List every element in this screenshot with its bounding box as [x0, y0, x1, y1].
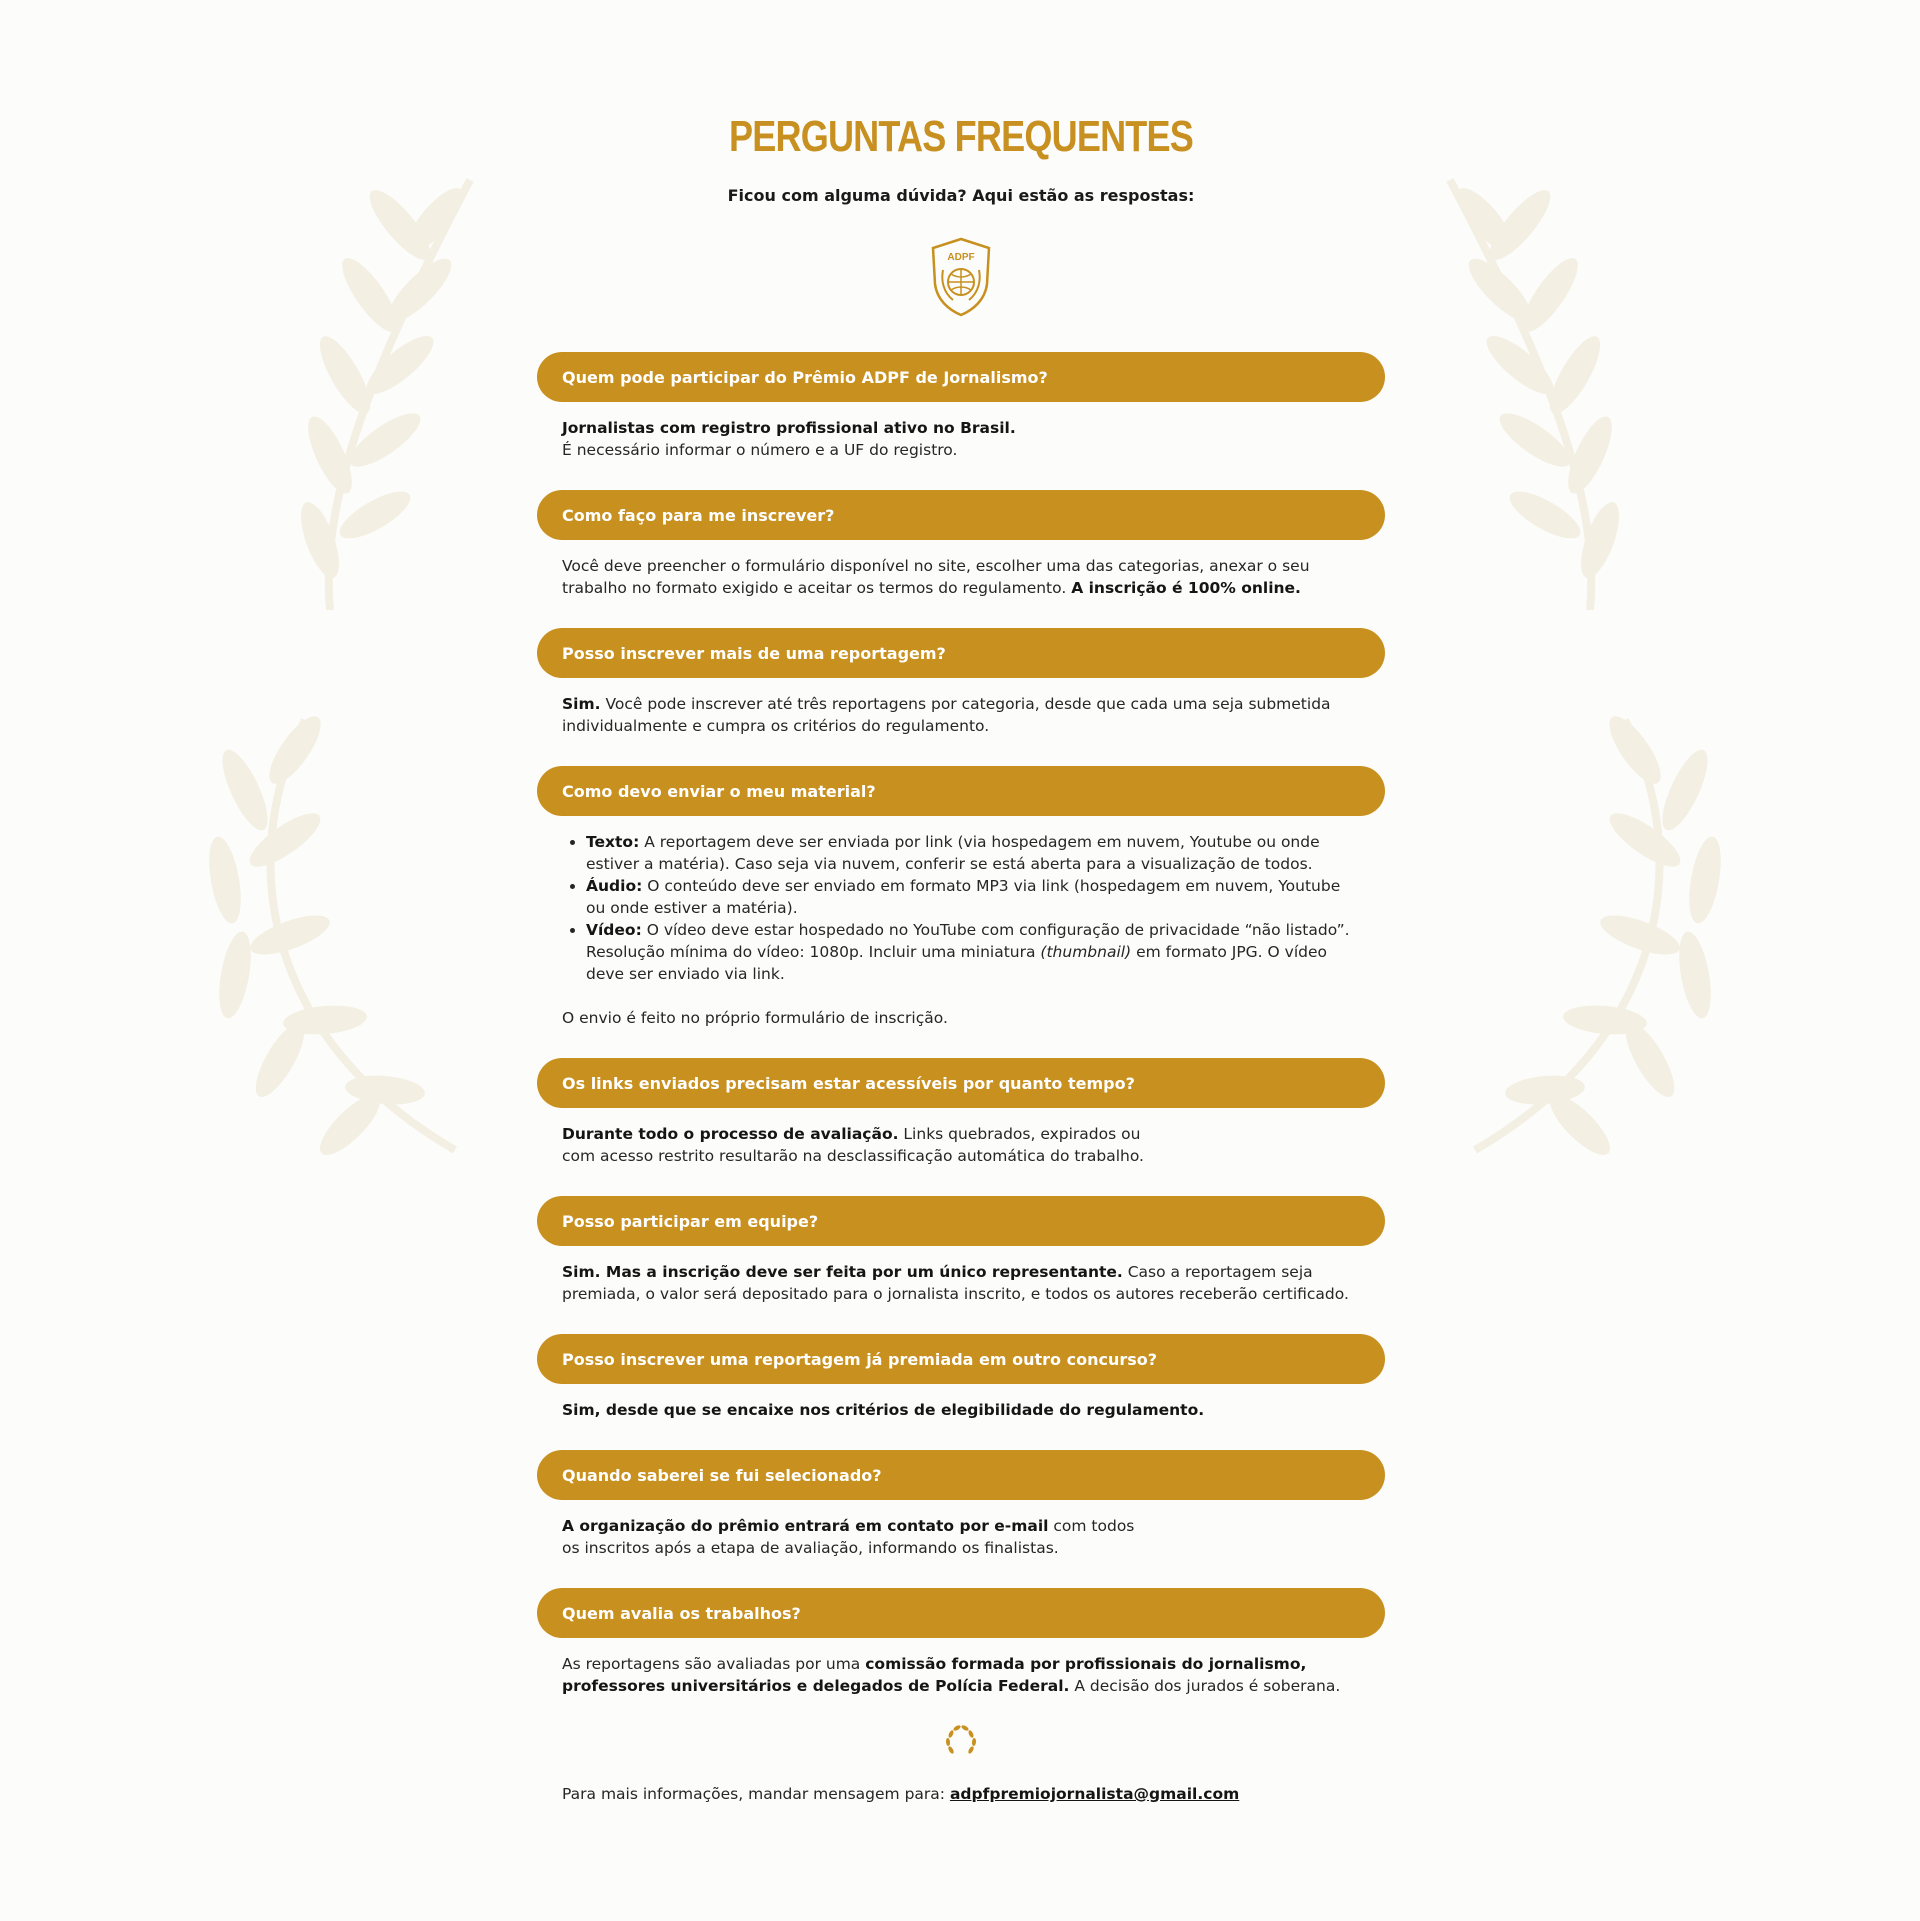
item-label: Texto:	[586, 833, 640, 851]
badge-text: ADPF	[947, 252, 975, 263]
list-item	[586, 919, 1362, 985]
item-text-2: em formato JPG. O vídeo deve ser enviado via link.	[586, 943, 1327, 983]
item-label: Áudio:	[586, 877, 643, 895]
answer-8-bold: A organização do prêmio entrará em contato por e-mail	[562, 1517, 1049, 1535]
faq-answer-2	[562, 555, 1362, 599]
answer-5-bold: Durante todo o processo de avaliação.	[562, 1125, 899, 1143]
material-list	[562, 831, 1362, 985]
answer-2-bold: A inscrição é 100% online.	[1071, 579, 1301, 597]
answer-6-text: Caso a reportagem seja premiada, o valor será depositado para o jornalista inscrito, e todos os autores receberão certificado.	[562, 1263, 1349, 1303]
faq-answer-6	[562, 1261, 1362, 1305]
laurel-right-bottom-decoration	[1455, 710, 1755, 1160]
faq-question-8[interactable]: Quando saberei se fui selecionado?	[537, 1450, 1385, 1500]
faq-question-7[interactable]: Posso inscrever uma reportagem já premiada em outro concurso?	[537, 1334, 1385, 1384]
list-item	[586, 831, 1362, 875]
faq-answer-9	[562, 1653, 1362, 1697]
answer-3-bold: Sim.	[562, 695, 601, 713]
faq-question-5[interactable]: Os links enviados precisam estar acessíveis por quanto tempo?	[537, 1058, 1385, 1108]
answer-6-bold: Sim. Mas a inscrição deve ser feita por um único representante.	[562, 1263, 1123, 1281]
answer-5-text-2: com acesso restrito resultarão na desclassificação automática do trabalho.	[562, 1147, 1144, 1165]
answer-4-note: O envio é feito no próprio formulário de inscrição.	[562, 1009, 948, 1027]
item-text: O vídeo deve estar hospedado no YouTube com configuração de privacidade “não listado”. Resolução mínima do vídeo: 1080p. Incluir uma miniatura	[586, 921, 1350, 961]
answer-7-bold: Sim, desde que se encaixe nos critérios de elegibilidade do regulamento.	[562, 1401, 1205, 1419]
faq-answer-1	[562, 417, 1362, 461]
faq-answer-5	[562, 1123, 1362, 1167]
item-italic: (thumbnail)	[1040, 943, 1132, 961]
answer-8-text-2: os inscritos após a etapa de avaliação, informando os finalistas.	[562, 1539, 1059, 1557]
answer-8-text: com todos	[1053, 1517, 1135, 1535]
laurel-left-bottom-decoration	[175, 710, 475, 1160]
footer-text: Para mais informações, mandar mensagem para:	[562, 1785, 946, 1803]
item-text: O conteúdo deve ser enviado em formato MP3 via link (hospedagem em nuvem, Youtube ou onde estiver a matéria).	[586, 877, 1341, 917]
faq-question-4[interactable]: Como devo enviar o meu material?	[537, 766, 1385, 816]
answer-5-text: Links quebrados, expirados ou	[903, 1125, 1141, 1143]
item-text: A reportagem deve ser enviada por link (via hospedagem em nuvem, Youtube ou onde estiver a matéria). Caso seja via nuvem, conferir se está aberta para a visualização de todos.	[586, 833, 1320, 873]
faq-question-6[interactable]: Posso participar em equipe?	[537, 1196, 1385, 1246]
list-item	[586, 875, 1362, 919]
page-title: PERGUNTAS FREQUENTES	[728, 112, 1194, 161]
adpf-badge-icon	[927, 236, 995, 318]
laurel-left-top-decoration	[170, 170, 480, 620]
faq-answer-7	[562, 1399, 1362, 1421]
answer-2-text: Você deve preencher o formulário disponível no site, escolher uma das categorias, anexar o seu trabalho no formato exigido e aceitar os termos do regulamento.	[562, 557, 1310, 597]
faq-answer-3	[562, 693, 1362, 737]
answer-1-bold: Jornalistas com registro profissional ativo no Brasil.	[562, 419, 1016, 437]
footer-contact	[562, 1785, 1239, 1803]
laurel-right-top-decoration	[1440, 170, 1750, 620]
answer-9-bold: comissão formada por profissionais do jornalismo, professores universitários e delegados de Polícia Federal.	[562, 1655, 1307, 1695]
page-subtitle: Ficou com alguma dúvida? Aqui estão as respostas:	[727, 186, 1195, 205]
answer-9-text: As reportagens são avaliadas por uma	[562, 1655, 861, 1673]
faq-answer-4	[562, 831, 1362, 1029]
laurel-divider-icon	[943, 1724, 979, 1760]
faq-question-2[interactable]: Como faço para me inscrever?	[537, 490, 1385, 540]
answer-3-text: Você pode inscrever até três reportagens por categoria, desde que cada uma seja submetida individualmente e cumpra os critérios do regulamento.	[562, 695, 1331, 735]
answer-9-text-2: A decisão dos jurados é soberana.	[1074, 1677, 1341, 1695]
faq-answer-8	[562, 1515, 1362, 1559]
answer-1-text: É necessário informar o número e a UF do registro.	[562, 441, 958, 459]
faq-question-9[interactable]: Quem avalia os trabalhos?	[537, 1588, 1385, 1638]
item-label: Vídeo:	[586, 921, 642, 939]
faq-question-1[interactable]: Quem pode participar do Prêmio ADPF de Jornalismo?	[537, 352, 1385, 402]
contact-email-link[interactable]: adpfpremiojornalista@gmail.com	[949, 1785, 1240, 1803]
faq-question-3[interactable]: Posso inscrever mais de uma reportagem?	[537, 628, 1385, 678]
